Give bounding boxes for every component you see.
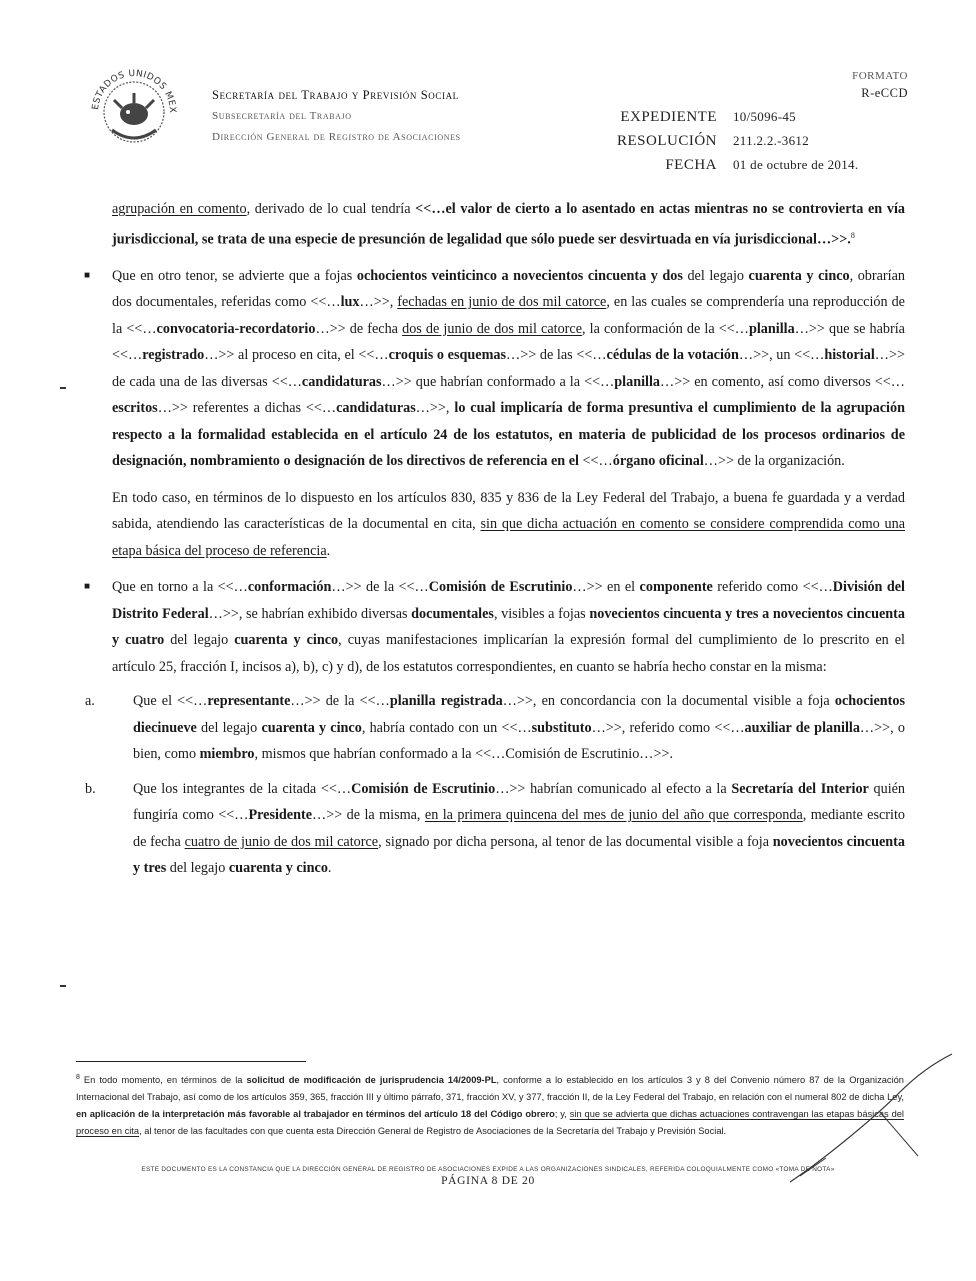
svg-text:ESTADOS UNIDOS MEXICANOS: ESTADOS UNIDOS MEX [90, 68, 178, 114]
list-item-b: b. Que los integrantes de la citada <<…Comisión de Escrutinio…>> habrían comunicado al efecto a la Secretaría del Interior quién fungiría como <<…Presidente…>> de la misma, en la primera quincena del mes de junio del año que corresponda, mediante escrito de fecha cuatro de junio de dos mil catorce, signado por dicha persona, al tenor de las documental visible a foja novecientos cincuenta y tres del legajo cuarenta y cinco. [112, 776, 905, 882]
bullet-paragraph-comision: ■ Que en torno a la <<…conformación…>> de la <<…Comisión de Escrutinio…>> en el componente referido como <<…División del Distrito Federal…>>, se habrían exhibido diversas documentales, visibles a fojas novecientos cincuenta y tres a novecientos cincuenta y cuatro del legajo cuarenta y cinco, cuyas manifestaciones implicarían la expresión formal del cumplimiento de lo prescrito en el artículo 25, fracción I, incisos a), b), c) y d), de los estatutos correspondientes, en cuanto se habría hecho constar en la misma: [112, 574, 905, 680]
expediente-label: EXPEDIENTE [620, 109, 717, 125]
file-metadata [612, 105, 858, 177]
bullet-paragraph-fojas: ■ Que en otro tenor, se advierte que a fojas ochocientos veinticinco a novecientos cincuenta y dos del legajo cuarenta y cinco, obrarían dos documentales, referidas como <<…lux…>>, fechadas en junio de dos mil catorce, en las cuales se comprendería una reproducción de la <<…convocatoria-recordatorio…>> de fecha dos de junio de dos mil catorce, la conformación de la <<…planilla…>> que se habría <<…registrado…>> al proceso en cita, el <<…croquis o esquemas…>> de las <<…cédulas de la votación…>>, un <<…historial…>> de cada una de las diversas <<…candidaturas…>> que habrían conformado a la <<…planilla…>> en comento, así como diversos <<…escritos…>> referentes a dichas <<…candidaturas…>>, lo cual implicaría de forma presuntiva el cumplimiento de la agrupación respecto a la formalidad establecida en el artículo 24 de los estatutos, en materia de publicidad de los procesos ordinarios de designación, nombramiento o designación de los directivos de referencia en el <<…órgano oficinal…>> de la organización. [112, 263, 905, 475]
list-letter-a: a. [85, 693, 95, 710]
paragraph-continuation: agrupación en comento, derivado de lo cual tendría <<…el valor de cierto a lo asentado en actas mientras no se controvierta en vía jurisdiccional, se trata de una especie de presunción de legalidad que sólo puede ser desvirtuada en vía jurisdiccional…>>.$^8$ [112, 201, 905, 248]
footnote-rule [76, 1061, 306, 1062]
list-letter-b: b. [85, 780, 96, 797]
footnote-mark: 8 [76, 1074, 80, 1081]
list-item-a: a. Que el <<…representante…>> de la <<…planilla registrada…>>, en concordancia con la documental visible a foja ochocientos diecinueve del legajo cuarenta y cinco, habría contado con un <<…substituto…>>, referido como <<…auxiliar de planilla…>>, o bien, como miembro, mismos que habrían conformado a la <<…Comisión de Escrutinio…>>. [112, 688, 905, 768]
footer-disclaimer: ESTE DOCUMENTO ES LA CONSTANCIA QUE LA DIRECCIÓN GENERAL DE REGISTRO DE ASOCIACIONES EXPIDE A LAS ORGANIZACIONES SINDICALES, REFERIDA COLOQUIALMENTE COMO «TOMA DE NOTA» [141, 1166, 835, 1173]
resolucion-value: 211.2.2.-3612 [733, 133, 809, 148]
org-subsecretaria: Subsecretaría del Trabajo [212, 110, 352, 122]
formato-block [852, 68, 908, 102]
expediente-row [612, 105, 858, 129]
fecha-row [612, 153, 858, 177]
page-number: PÁGINA 8 DE 20 [441, 1175, 535, 1187]
mexican-seal-icon [84, 60, 184, 160]
formato-code: R-eCCD [861, 86, 908, 100]
resolucion-label: RESOLUCIÓN [616, 133, 717, 149]
bullet-icon: ■ [84, 581, 91, 593]
fecha-value: 01 de octubre de 2014. [733, 157, 859, 172]
paragraph-en-todo-caso: En todo caso, en términos de lo dispuesto en los artículos 830, 835 y 836 de la Ley Federal del Trabajo, a buena fe guardada y a verdad sabida, atendiendo las características de la documental en cita, sin que dicha actuación en comento se considere comprendida como una etapa básica del proceso de referencia. [112, 489, 905, 559]
formato-label: FORMATO [852, 70, 908, 82]
resolution-body [84, 196, 906, 882]
resolucion-row [612, 129, 858, 153]
margin-mark [60, 387, 66, 389]
footnote-ref: 8 [850, 230, 855, 240]
org-secretaria: Secretaría del Trabajo y Previsión Social [212, 88, 459, 102]
fecha-label: FECHA [665, 157, 717, 173]
bullet-icon: ■ [84, 269, 91, 281]
org-direccion: Dirección General de Registro de Asociaciones [212, 131, 461, 143]
expediente-value: 10/5096-45 [733, 109, 796, 124]
footnote: $^8$ En todo momento, en términos de la solicitud de modificación de jurisprudencia 14/2009-PL, conforme a lo establecido en los artículos 3 y 8 del Convenio número 87 de la Organización Internacional del Trabajo, así como de los artículos 359, 365, fracción III y último párrafo, 371, fracción XV, y 377, fracción II, de la Ley Federal del Trabajo, en relación con el numeral 802 de dicha Ley, en aplicación de la interpretación más favorable al trabajador en términos del artículo 18 del Código obrero; y, sin que se advierta que dichas actuaciones contravengan las etapas básicas del proceso en cita, al tenor de las facultades con que cuenta esta Dirección General de Registro de Asociaciones de la Secretaría del Trabajo y Previsión Social. [76, 1074, 904, 1137]
margin-mark [60, 985, 66, 987]
organization-block [212, 85, 461, 148]
